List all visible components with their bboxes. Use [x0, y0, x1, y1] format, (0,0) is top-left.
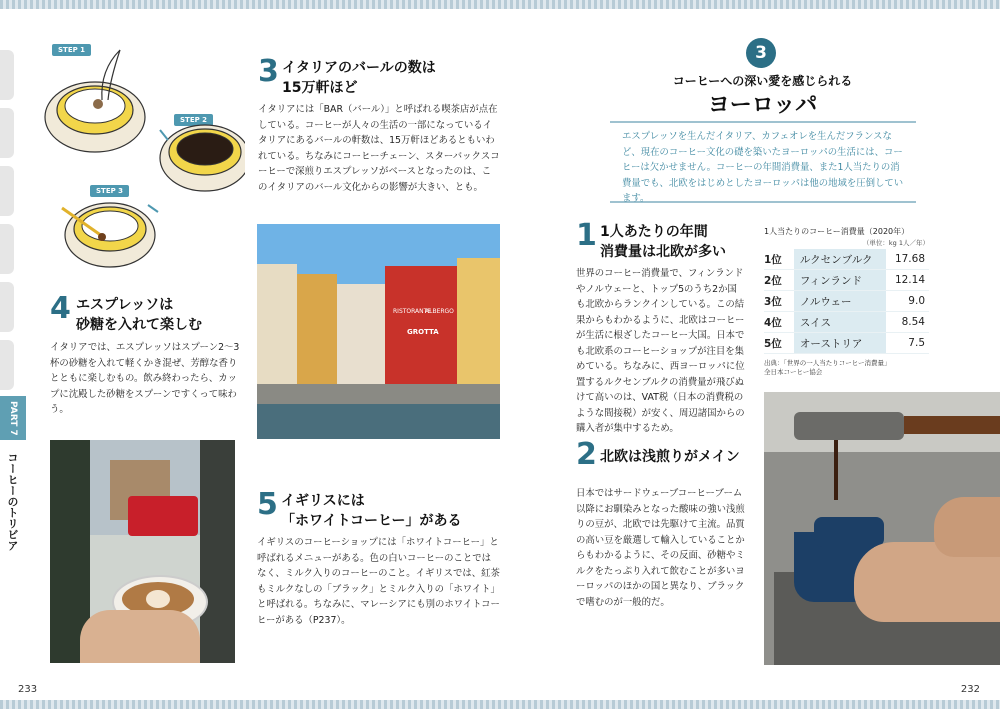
side-index-tab[interactable]: [0, 108, 14, 158]
rank-value: 8.54: [886, 312, 929, 333]
side-index-tab[interactable]: [0, 340, 14, 390]
rank-value: 7.5: [886, 333, 929, 354]
rank-label: 2位: [764, 270, 794, 291]
section1-title-line1: 1人あたりの年間: [600, 224, 708, 240]
section5-number: 5: [257, 487, 278, 522]
espresso-machine-photo: [764, 392, 1000, 665]
side-index-tab[interactable]: [0, 50, 14, 100]
consumption-ranking: [764, 226, 929, 376]
section5-title-line1: イギリスには: [281, 493, 365, 509]
step3-tag: STEP 3: [90, 185, 129, 197]
page-number-right: 232: [960, 684, 980, 695]
part-tab[interactable]: PART 7: [0, 396, 26, 440]
section1-number: 1: [576, 218, 597, 253]
step2-tag: STEP 2: [174, 114, 213, 126]
rank-label: 4位: [764, 312, 794, 333]
ranking-row: [764, 333, 929, 354]
bottom-stripe: [0, 700, 1000, 709]
latte-london-photo: [50, 440, 235, 663]
section3-body: イタリアには「BAR（バール）」と呼ばれる喫茶店が点在している。コーヒーが人々の生活の一部になっているイタリアにあるバールの軒数は、15万軒ほどあるともいわれている。ちなみにコーヒーチェーン、スターバックスコーヒーで深煎りエスプレッソがベースとなったのは、このイタリアのバール文化からの影響が大きい、とも。: [258, 104, 500, 193]
rank-value: 12.14: [886, 270, 929, 291]
section4-number: 4: [50, 291, 71, 326]
section4-body: イタリアでは、エスプレッソはスプーン2〜3杯の砂糖を入れて軽くかき混ぜ、芳醇な香りとともに楽しむもの。飲み終わったら、カップに沈殿した砂糖をスプーンですくって味わう。: [50, 342, 240, 415]
ranking-row: [764, 312, 929, 333]
rank-label: 1位: [764, 249, 794, 270]
ranking-row: [764, 249, 929, 270]
ranking-row: [764, 270, 929, 291]
section3-title: [282, 58, 482, 98]
storefront-sign-albergo: ALBERGO: [425, 308, 454, 315]
section4-title-line1: エスプレッソは: [76, 297, 174, 313]
section1-body: 世界のコーヒー消費量で、フィンランドやノルウェーと、トップ5のうち2か国も北欧からランクインしている。この結果からもわかるように、北欧はコーヒーが生活に根ざしたコーヒー大国。日本でも北欧系のコーヒーショップが注目を集めている。ちなみに、西ヨーロッパに位置するルクセンブルクの消費量が飛びぬけて高いのは、VAT税（日本の消費税のような間接税）が安く、周辺諸国からの購入者が集中するため。: [576, 268, 745, 434]
ranking-title: 1人当たりのコーヒー消費量（2020年）: [764, 227, 910, 236]
section3-title-line2: 15万軒ほど: [282, 80, 358, 96]
side-index-tab[interactable]: [0, 282, 14, 332]
section2-title: 北欧は浅煎りがメイン: [600, 449, 740, 465]
section2-body: 日本ではサードウェーブコーヒーブーム以降にお馴染みとなった酸味の強い浅煎りの豆が、北欧では先駆けて主流。品質の高い豆を厳選して輸入していることからもわかるように、その反面、砂糖やミルクをたっぷり入れて飲むことが多いヨーロッパのほかの国と異なり、ブラックで嗜むのが一般的だ。: [576, 488, 745, 608]
ranking-table: [764, 249, 929, 354]
rank-country: ノルウェー: [794, 291, 886, 312]
section4-title-line2: 砂糖を入れて楽しむ: [76, 317, 202, 333]
section1-title-line2: 消費量は北欧が多い: [600, 244, 726, 260]
rank-country: スイス: [794, 312, 886, 333]
rank-value: 17.68: [886, 249, 929, 270]
rank-country: オーストリア: [794, 333, 886, 354]
side-index-tab[interactable]: [0, 224, 14, 274]
top-stripe: [0, 0, 1000, 9]
section3-number: 3: [258, 54, 279, 89]
intro-box: [610, 121, 916, 203]
rank-value: 9.0: [886, 291, 929, 312]
ranking-source-2: 全日本コーヒー協会: [764, 368, 823, 376]
ranking-row: [764, 291, 929, 312]
section5-body: イギリスのコーヒーショップには「ホワイトコーヒー」と呼ばれるメニューがある。色の白いコーヒーのことではなく、ミルク入りのコーヒーのこと。イギリスでは、紅茶もミルクなしの「ブラック」とミルク入りの「ホワイト」と呼ばれる。ちなみに、マレーシアにも別のホワイトコーヒーがある（P237）。: [257, 537, 500, 626]
rank-country: ルクセンブルク: [794, 249, 886, 270]
espresso-steps-illustration: [40, 40, 245, 275]
ranking-unit: （単位：kg 1人／年）: [862, 239, 929, 247]
storefront-sign-grotta: GROTTA: [407, 328, 439, 336]
part-title: コーヒーのトリビア: [6, 452, 19, 551]
section5-title: [281, 491, 496, 531]
rank-label: 5位: [764, 333, 794, 354]
italy-bar-photo: [257, 224, 500, 439]
rank-country: フィンランド: [794, 270, 886, 291]
section5-title-line2: 「ホワイトコーヒー」がある: [281, 513, 462, 529]
chapter-number-badge: 3: [746, 38, 776, 68]
section2-number: 2: [576, 437, 597, 472]
intro-text: エスプレッソを生んだイタリア、カフェオレを生んだフランスなど、現在のコーヒー文化の礎を築いたヨーロッパの生活には、コーヒーは欠かせません。コーヒーの年間消費量、また1人当たりの消費量でも、北欧をはじめとしたヨーロッパは他の地域を圧倒しています。: [622, 131, 904, 204]
chapter-title-line1: コーヒーへの深い愛を感じられる: [672, 74, 853, 88]
section3-title-line1: イタリアのバールの数は: [282, 60, 436, 76]
step1-tag: STEP 1: [52, 44, 91, 56]
ranking-source-1: 出典：「世界の一人当たりコーヒー消費量」: [764, 359, 891, 367]
chapter-title-line2: ヨーロッパ: [707, 93, 818, 118]
storefront-sign-ristorante: RISTORANTE: [393, 308, 432, 315]
section4-title: [76, 295, 246, 335]
side-index-tab[interactable]: [0, 166, 14, 216]
section1-title: [600, 222, 750, 262]
rank-label: 3位: [764, 291, 794, 312]
page-number-left: 233: [18, 684, 38, 695]
